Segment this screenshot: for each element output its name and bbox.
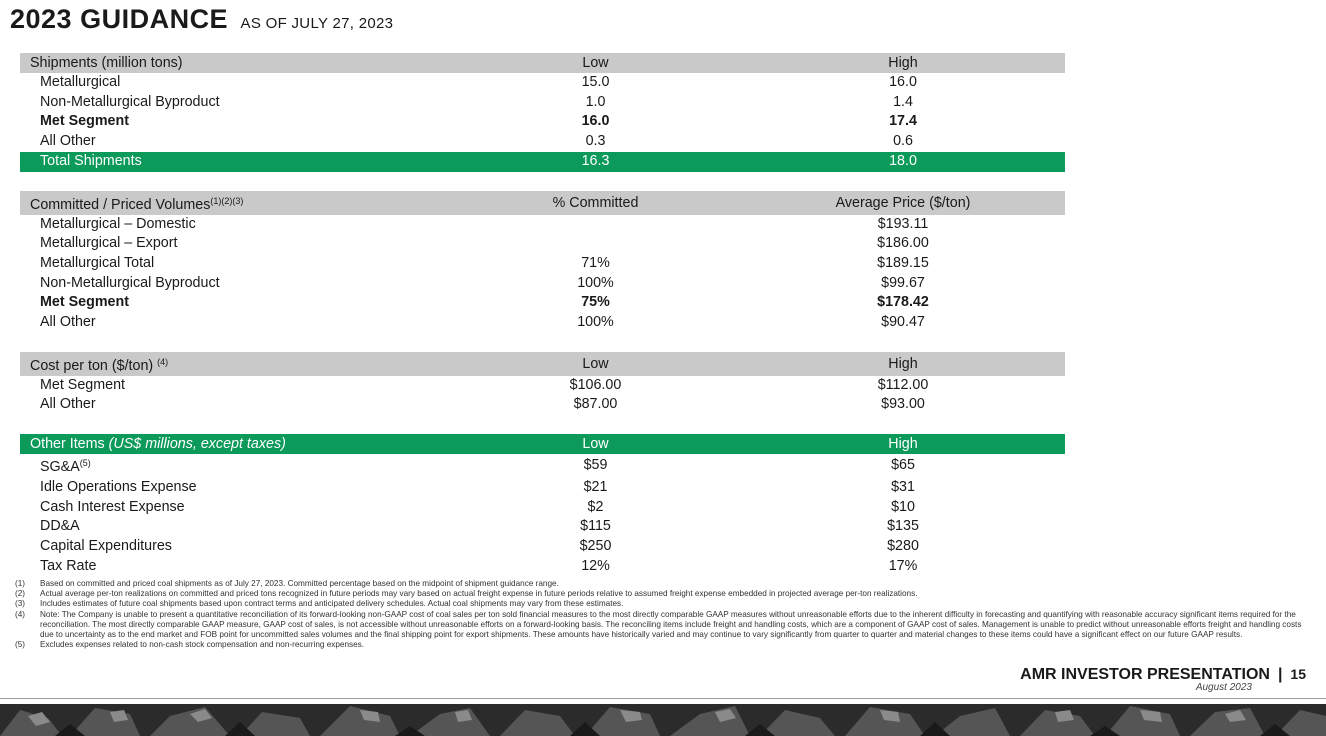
page-number: 15 [1290,666,1306,682]
table-row [20,73,1065,93]
row-high: 16.0 [889,74,917,90]
table-row [20,478,1065,498]
table-row [20,517,1065,537]
other-header-high: High [888,436,918,453]
row-low: $250 [579,537,612,554]
row-price: $193.11 [877,215,929,232]
brand-name: AMR INVESTOR PRESENTATION [1020,666,1270,683]
row-pct [450,215,741,235]
footnote [15,610,1315,641]
row-high: $10 [891,498,915,515]
committed-table [20,191,1065,333]
footnote-ref: (1)(2)(3) [210,195,244,206]
row-low: $115 [580,518,611,535]
table-row [20,93,1065,113]
table-row-bold [20,112,1065,132]
row-label: All Other [40,133,96,150]
shipments-header-high: High [888,55,918,71]
row-label: Met Segment [40,376,126,393]
slide-title [10,4,393,36]
row-high: 17.4 [889,113,917,130]
row-label: SG&A [40,459,80,476]
footer-divider [0,698,1326,699]
row-pct: 75% [581,294,610,311]
section-gap [20,333,1055,352]
total-high: 18.0 [889,152,917,169]
shipments-header-label: Shipments (million tons) [30,55,183,71]
committed-header [20,191,1065,215]
row-high: $65 [891,457,915,474]
row-label: Metallurgical – Domestic [40,215,196,232]
guidance-tables [20,53,1055,576]
table-row [20,132,1065,152]
row-label: Met Segment [40,294,129,311]
row-label: Capital Expenditures [40,537,172,554]
row-pct: 100% [577,314,614,331]
row-high: $135 [887,518,919,535]
cost-header-text: Cost per ton ($/ton) [30,357,154,374]
table-row [20,376,1065,396]
footnote-text: Based on committed and priced coal shipments as of July 27, 2023. Committed percentage based on the midpoint of shipment guidance range. [40,579,559,588]
row-price: $99.67 [881,274,925,291]
table-row [20,395,1065,415]
other-header [20,434,1065,454]
row-low: 15.0 [581,74,610,90]
row-high: 17% [888,557,918,574]
other-items-table [20,434,1065,576]
footnotes [15,579,1315,650]
row-high: 1.4 [893,93,913,110]
committed-header-text: Committed / Priced Volumes [30,196,211,213]
row-low: 0.3 [585,133,606,150]
row-label: All Other [40,396,96,413]
table-row [20,254,1065,274]
row-low: $2 [587,498,604,515]
cost-table [20,352,1065,415]
presentation-date: August 2023 [1195,682,1252,693]
row-high: $31 [891,478,915,495]
table-row [20,454,1065,478]
footnote [15,640,1315,650]
shipments-table [20,53,1065,172]
footnote-text: Excludes expenses related to non-cash stock compensation and non-recurring expenses. [40,640,365,650]
coal-texture [0,704,1326,736]
other-header-label [20,434,450,454]
section-gap [20,415,1055,434]
footnote-number: (1) [15,579,26,588]
brand-separator: | [1277,666,1283,683]
row-high: $280 [887,537,919,554]
footnote [15,579,1315,589]
table-row [20,498,1065,518]
row-label: Metallurgical – Export [40,235,178,252]
other-header-text: Other Items [30,436,105,453]
footnote-ref: (5) [79,458,91,469]
row-low: $21 [583,478,608,495]
footnote-number: (2) [15,589,26,599]
table-row [20,234,1065,254]
brand-line [1020,666,1306,684]
committed-header-price: Average Price ($/ton) [835,194,971,211]
row-label: Idle Operations Expense [40,478,197,495]
row-label: Met Segment [40,113,129,130]
row-pct [450,234,741,254]
footnote [15,599,1315,609]
row-pct: 100% [577,274,614,291]
row-pct: 71% [581,254,610,271]
row-low: $87.00 [573,396,618,413]
row-price: $90.47 [881,314,925,331]
row-label: Tax Rate [40,557,97,574]
other-header-note: (US$ millions, except taxes) [108,436,286,453]
shipments-header-low: Low [582,55,609,71]
row-label: All Other [40,314,96,331]
row-low: $59 [583,457,608,474]
row-high: $112.00 [877,376,929,393]
cost-header-low: Low [582,355,609,372]
row-high: 0.6 [893,133,913,150]
footnote [15,589,1315,599]
row-low: $106.00 [569,376,622,393]
row-price: $186.00 [877,235,929,252]
row-label-cell [20,454,450,478]
cost-header [20,352,1065,376]
footnote-text: Includes estimates of future coal shipments based upon contract terms and anticipated delivery schedules. Actual coal shipments may vary from these estimates. [40,599,624,609]
coal-image-strip [0,704,1326,736]
committed-header-label [20,191,450,215]
row-label: Metallurgical [40,74,121,90]
title-main: 2023 GUIDANCE [10,4,229,34]
table-row [20,557,1065,577]
other-header-low: Low [582,436,609,453]
footnote-number: (5) [15,640,26,650]
row-high: $93.00 [881,396,925,413]
cost-header-high: High [888,355,918,372]
row-low: 12% [581,557,610,574]
row-price: $189.15 [877,254,929,271]
row-label: DD&A [40,518,80,535]
row-label: Non-Metallurgical Byproduct [40,93,220,110]
footnote-number: (4) [15,609,26,619]
footer-brand [1020,666,1306,693]
total-low: 16.3 [581,152,610,169]
total-shipments-row [20,152,1065,172]
title-subtitle: AS OF JULY 27, 2023 [240,15,394,32]
row-label: Metallurgical Total [40,254,155,271]
table-row [20,274,1065,294]
row-low: 1.0 [585,93,606,110]
section-gap [20,172,1055,191]
row-label: Non-Metallurgical Byproduct [40,274,220,291]
footnote-text: Actual average per-ton realizations on committed and priced tons recognized in future periods may vary based on actual freight expense in future periods relative to assumed freight expense embedded in projected average per-ton realizations. [40,589,918,599]
row-price: $178.42 [877,294,929,311]
table-row-bold [20,293,1065,313]
row-low: 16.0 [581,113,610,130]
table-row [20,215,1065,235]
row-label: Cash Interest Expense [40,498,185,515]
shipments-header [20,53,1065,73]
table-row [20,537,1065,557]
footnote-text: Note: The Company is unable to present a quantitative reconciliation of its forward-looking non-GAAP cost of coal sales per ton sold financial measures to the most directly comparable GAAP measures without unreasonable efforts due to the inherent difficulty in forecasting and quantifying with reasonable accuracy significant items required for the reconciliation. The most directly comparable GAAP measure, GAAP cost of sales, is not accessible without unreasonable efforts on a forward-looking basis. The reconciling items include freight and handling costs, which are a component of GAAP cost of sales. Management is unable to predict without unreasonable efforts freight and handling costs due to uncertainty as to the end market and FOB point for uncommitted sales volumes and the final shipping point for export shipments. These amounts have historically varied and may continue to vary significantly from quarter to quarter and material changes to these items could have a significant effect on our future GAAP results. [40,609,1302,640]
footnote-number: (3) [15,599,26,609]
table-row [20,313,1065,333]
footnote-ref: (4) [157,356,169,367]
committed-header-pct: % Committed [552,194,639,211]
cost-header-label [20,352,450,376]
total-label: Total Shipments [40,152,142,169]
